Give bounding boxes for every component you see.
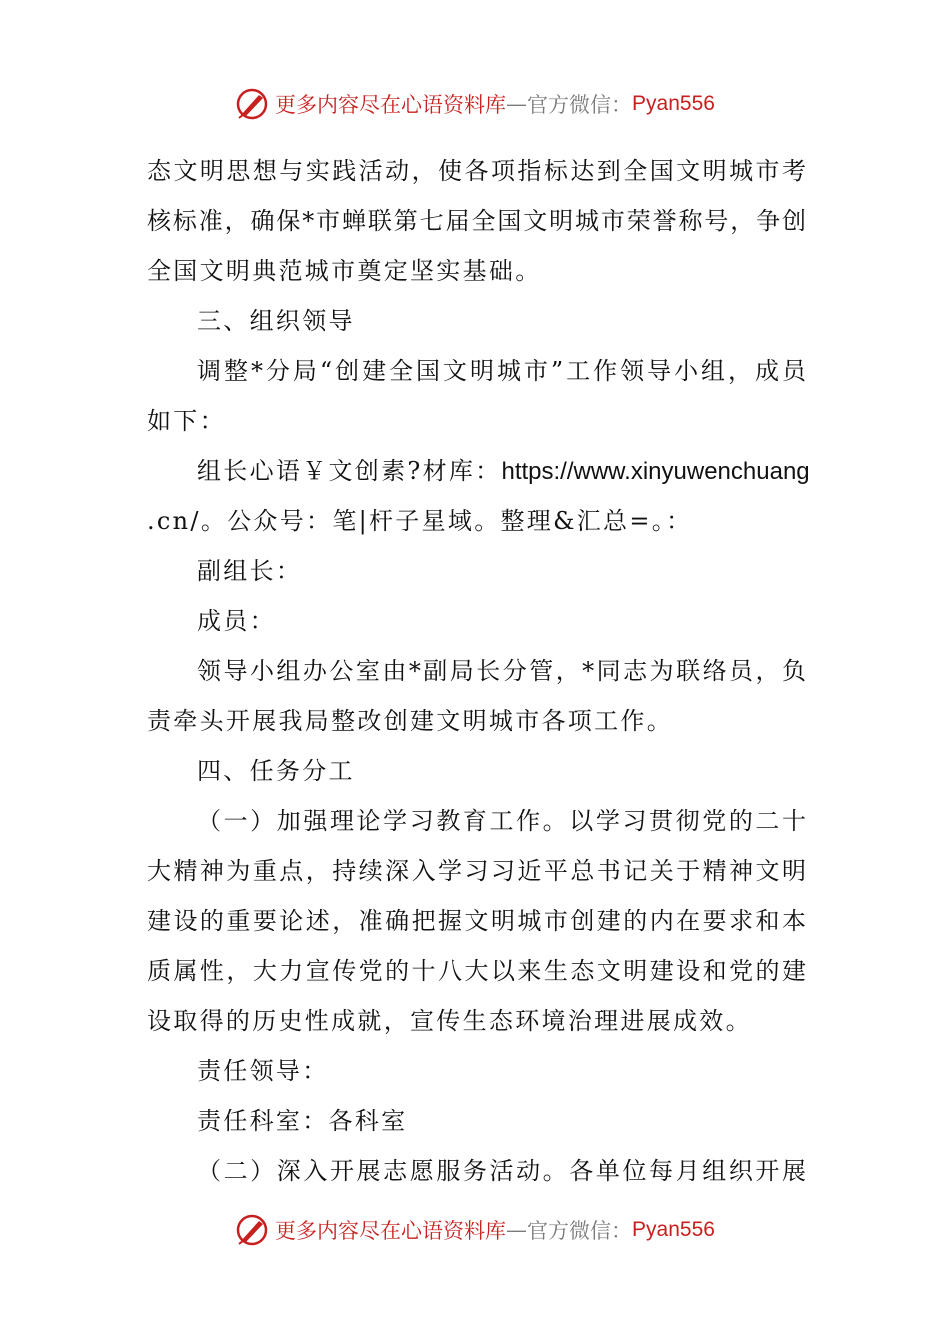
leader-url: https://www.xinyuwenchuang	[501, 458, 810, 485]
pen-circle-logo-icon	[235, 87, 269, 121]
paragraph-line: 大精神为重点，持续深入学习习近平总书记关于精神文明	[147, 857, 807, 885]
leader-line-continued: .cn/。公众号：笔|杆子星域。整理&汇总=。：	[147, 507, 693, 535]
watermark-banner-bottom	[0, 1210, 950, 1250]
watermark-dash: —	[506, 92, 528, 116]
paragraph-line: 责牵头开展我局整改创建文明城市各项工作。	[147, 707, 673, 735]
paragraph-line: 态文明思想与实践活动，使各项指标达到全国文明城市考	[147, 157, 807, 185]
paragraph-line: 核标准，确保*市蝉联第七届全国文明城市荣誉称号，争创	[147, 207, 807, 235]
members: 成员：	[197, 607, 276, 635]
watermark-slogan: 更多内容尽在心语资料库	[275, 93, 507, 117]
paragraph-line: 质属性，大力宣传党的十八大以来生态文明建设和党的建	[147, 957, 807, 985]
watermark-account: Pyan556	[632, 92, 715, 115]
section-heading: 四、任务分工	[197, 757, 355, 785]
paragraph-line: 调整*分局“创建全国文明城市”工作领导小组，成员	[197, 357, 807, 385]
watermark-slogan: 更多内容尽在心语资料库	[275, 1219, 507, 1243]
document-body	[147, 146, 810, 1196]
paragraph-line: 如下：	[147, 407, 226, 435]
responsible-department: 责任科室：各科室	[197, 1107, 408, 1135]
deputy-leader: 副组长：	[197, 557, 303, 585]
section-heading: 三、组织领导	[197, 307, 355, 335]
paragraph-line: 建设的重要论述，准确把握文明城市创建的内在要求和本	[147, 907, 807, 935]
watermark-label: 官方微信：	[527, 93, 633, 117]
paragraph-line: 设取得的历史性成就，宣传生态环境治理进展成效。	[147, 1007, 752, 1035]
watermark-account: Pyan556	[632, 1218, 715, 1241]
pen-circle-logo-icon	[235, 1213, 269, 1247]
leader-label: 组长心语￥文创素?材库：	[197, 457, 502, 485]
paragraph-line: （二）深入开展志愿服务活动。各单位每月组织开展	[197, 1157, 807, 1185]
watermark-banner-top	[0, 84, 950, 124]
watermark-label: 官方微信：	[527, 1219, 633, 1243]
leader-line	[147, 446, 810, 496]
paragraph-line: 全国文明典范城市奠定坚实基础。	[147, 257, 542, 285]
watermark-dash: —	[506, 1218, 528, 1242]
paragraph-line: （一）加强理论学习教育工作。以学习贯彻党的二十	[197, 807, 807, 835]
responsible-leader: 责任领导：	[197, 1057, 329, 1085]
paragraph-line: 领导小组办公室由*副局长分管，*同志为联络员，负	[197, 657, 807, 685]
